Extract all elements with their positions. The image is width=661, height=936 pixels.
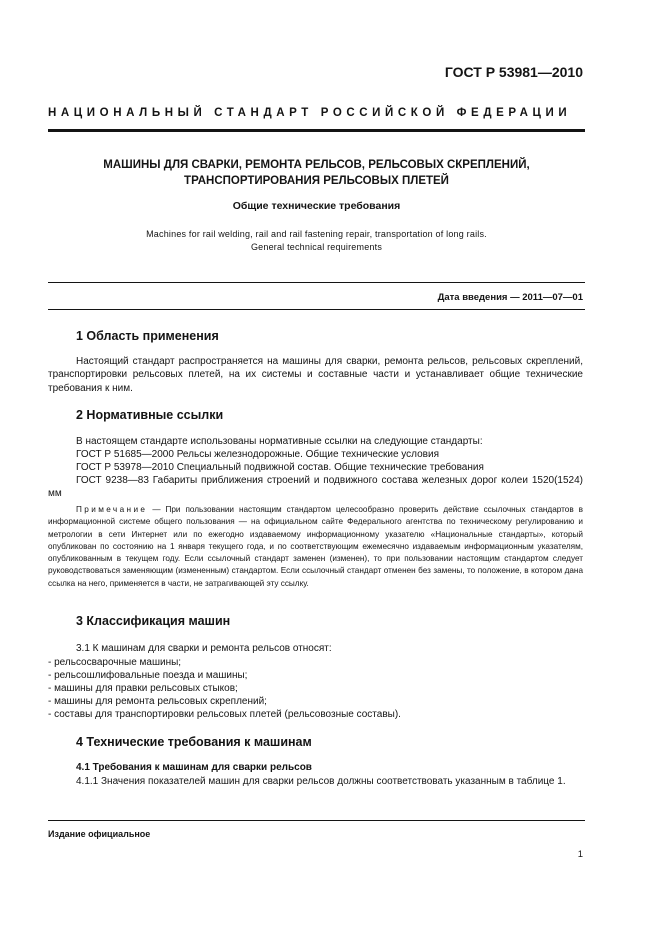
section-2-lead: В настоящем стандарте использованы нормативные ссылки на следующие стандарты: bbox=[76, 436, 483, 447]
header-divider bbox=[48, 129, 585, 132]
english-title-line-1: Machines for rail welding, rail and rail fastening repair, transportation of long rails. bbox=[146, 229, 487, 239]
introduction-date: Дата введения — 2011—07—01 bbox=[437, 292, 583, 303]
document-subtitle: Общие технические требования bbox=[232, 200, 401, 212]
national-standard-banner: НАЦИОНАЛЬНЫЙ СТАНДАРТ РОССИЙСКОЙ ФЕДЕРАЦИИ bbox=[48, 107, 572, 119]
list-item: - машины для ремонта рельсовых скреплений; bbox=[48, 696, 267, 707]
reference-2: ГОСТ Р 53978—2010 Специальный подвижной состав. Общие технические требования bbox=[76, 462, 484, 473]
note-label: Примечание bbox=[76, 505, 148, 514]
title-line-2: ТРАНСПОРТИРОВАНИЯ РЕЛЬСОВЫХ ПЛЕТЕЙ bbox=[184, 175, 449, 187]
section-1-text bbox=[48, 355, 583, 395]
footer-divider bbox=[48, 820, 585, 821]
date-divider-bottom bbox=[48, 309, 585, 310]
section-3-heading: 3 Классификация машин bbox=[76, 614, 231, 628]
section-4-1-heading: 4.1 Требования к машинам для сварки рельсов bbox=[76, 762, 312, 773]
document-code: ГОСТ Р 53981—2010 bbox=[444, 64, 583, 80]
document-title bbox=[48, 157, 585, 189]
section-1-text-content: Настоящий стандарт распространяется на машины для сварки, ремонта рельсов, рельсовых скреплений, транспортировки рельсовых плетей, на их системы и составные части и устанавливает общие технические требования к ним. bbox=[48, 356, 583, 394]
list-item: - рельсосварочные машины; bbox=[48, 657, 182, 668]
edition-label: Издание официальное bbox=[48, 829, 151, 839]
date-divider-top bbox=[48, 282, 585, 283]
english-title bbox=[48, 228, 585, 254]
title-line-1: МАШИНЫ ДЛЯ СВАРКИ, РЕМОНТА РЕЛЬСОВ, РЕЛЬСОВЫХ СКРЕПЛЕНИЙ, bbox=[103, 159, 530, 171]
section-2-heading: 2 Нормативные ссылки bbox=[76, 408, 224, 422]
section-4-heading: 4 Технические требования к машинам bbox=[76, 735, 312, 749]
list-item: - рельсошлифовальные поезда и машины; bbox=[48, 670, 248, 681]
list-item: - составы для транспортировки рельсовых плетей (рельсовозные составы). bbox=[48, 709, 401, 720]
section-4-text-content: 4.1.1 Значения показателей машин для сварки рельсов должны соответствовать указанным в таблице 1. bbox=[76, 776, 566, 787]
list-item: - машины для правки рельсовых стыков; bbox=[48, 683, 238, 694]
section-4-text bbox=[48, 775, 583, 788]
page-number: 1 bbox=[577, 849, 583, 860]
note-text: — При пользовании настоящим стандартом целесообразно проверить действие ссылочных стандартов в информационной системе общего пользования — на официальном сайте Федерального агентства по техническому регулированию и метрологии в сети Интернет или по ежегодно издаваемому информационному указателю «Национальные стандарты», который опубликован по состоянию на 1 января текущего года, и по соответствующим ежемесячно издаваемым информационным указателям, опубликованным в текущем году. Если ссылочный стандарт заменен (изменен), то при пользовании настоящим стандартом следует руководствоваться заменяющим (измененным) стандартом. Если ссылочный стандарт отменен без замены, то положение, в котором дана ссылка на него, применяется в части, не затрагивающей эту ссылку. bbox=[48, 505, 583, 588]
reference-3 bbox=[48, 474, 583, 501]
reference-3-content: ГОСТ 9238—83 Габариты приближения строений и подвижного состава железных дорог колеи 1520(1524) мм bbox=[48, 475, 583, 500]
section-1-heading: 1 Область применения bbox=[76, 329, 219, 343]
reference-1: ГОСТ Р 51685—2000 Рельсы железнодорожные. Общие технические условия bbox=[76, 449, 439, 460]
section-3-lead: 3.1 К машинам для сварки и ремонта рельсов относят: bbox=[76, 643, 332, 654]
note-paragraph bbox=[48, 504, 583, 590]
english-title-line-2: General technical requirements bbox=[250, 242, 383, 252]
